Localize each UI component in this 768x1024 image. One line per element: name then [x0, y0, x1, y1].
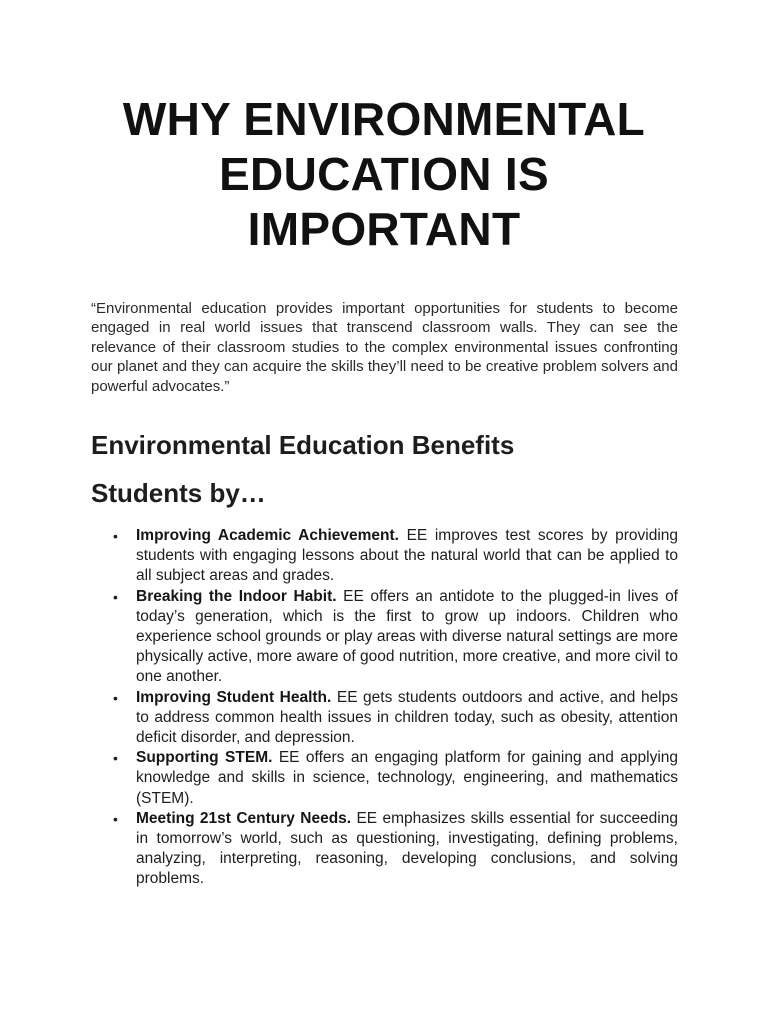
list-item-stem [91, 748, 678, 809]
bullet-icon: • [113, 750, 118, 767]
benefit-heading: Improving Academic Achievement. [136, 527, 407, 544]
bullet-icon: • [113, 689, 118, 706]
benefit-text: EE gets students outdoors and active, and helps to address common health issues in children today, such as obesity, attention deficit disorder, and depression. [136, 688, 678, 747]
benefit-heading: Meeting 21st Century Needs. [136, 809, 357, 827]
list-item-student-health [91, 688, 678, 749]
list-item-indoor-habit [91, 587, 678, 688]
benefit-heading: Breaking the Indoor Habit. [136, 587, 344, 605]
section-heading-line-2: Students by… [91, 478, 266, 508]
benefit-heading: Improving Student Health. [136, 688, 337, 706]
title-line-1: WHY ENVIRONMENTAL [122, 93, 646, 145]
benefit-text: EE improves test scores by providing students with engaging lessons about the natural world that can be applied to all subject areas and grades. [136, 527, 678, 585]
benefit-heading: Supporting STEM. [136, 749, 279, 767]
benefit-text: EE emphasizes skills essential for succeeding in tomorrow’s world, such as questioning, investigating, defining problems, analyzing, interpreting, reasoning, developing conclusions, and solving problems. [136, 809, 678, 888]
list-item-academic-achievement [91, 526, 678, 587]
benefit-text: EE offers an antidote to the plugged-in lives of today’s generation, which is the first to grow up indoors. Children who experience school grounds or play areas with diverse natural settings are more physically active, more aware of good nutrition, more creative, and more civil to one another. [136, 587, 678, 686]
benefit-text: EE offers an engaging platform for gaining and applying knowledge and skills in science, technology, engineering, and mathematics (STEM). [136, 749, 679, 807]
title-line-2: EDUCATION IS [219, 148, 549, 200]
benefits-list [91, 526, 678, 890]
title-line-3: IMPORTANT [247, 203, 521, 255]
intro-quote: “Environmental education provides important opportunities for students to become engaged in real world issues that transcend classroom walls. They can see the relevance of their classroom studies to the complex environmental issues confronting our planet and they can acquire the skills they’ll need to be creative problem solvers and powerful advocates.” [91, 300, 678, 395]
list-item-21st-century [91, 809, 678, 890]
page-title [60, 92, 708, 257]
bullet-icon: • [113, 588, 118, 605]
bullet-icon: • [113, 528, 118, 544]
section-heading-line-1: Environmental Education Benefits [91, 430, 515, 460]
bullet-icon: • [113, 810, 118, 827]
